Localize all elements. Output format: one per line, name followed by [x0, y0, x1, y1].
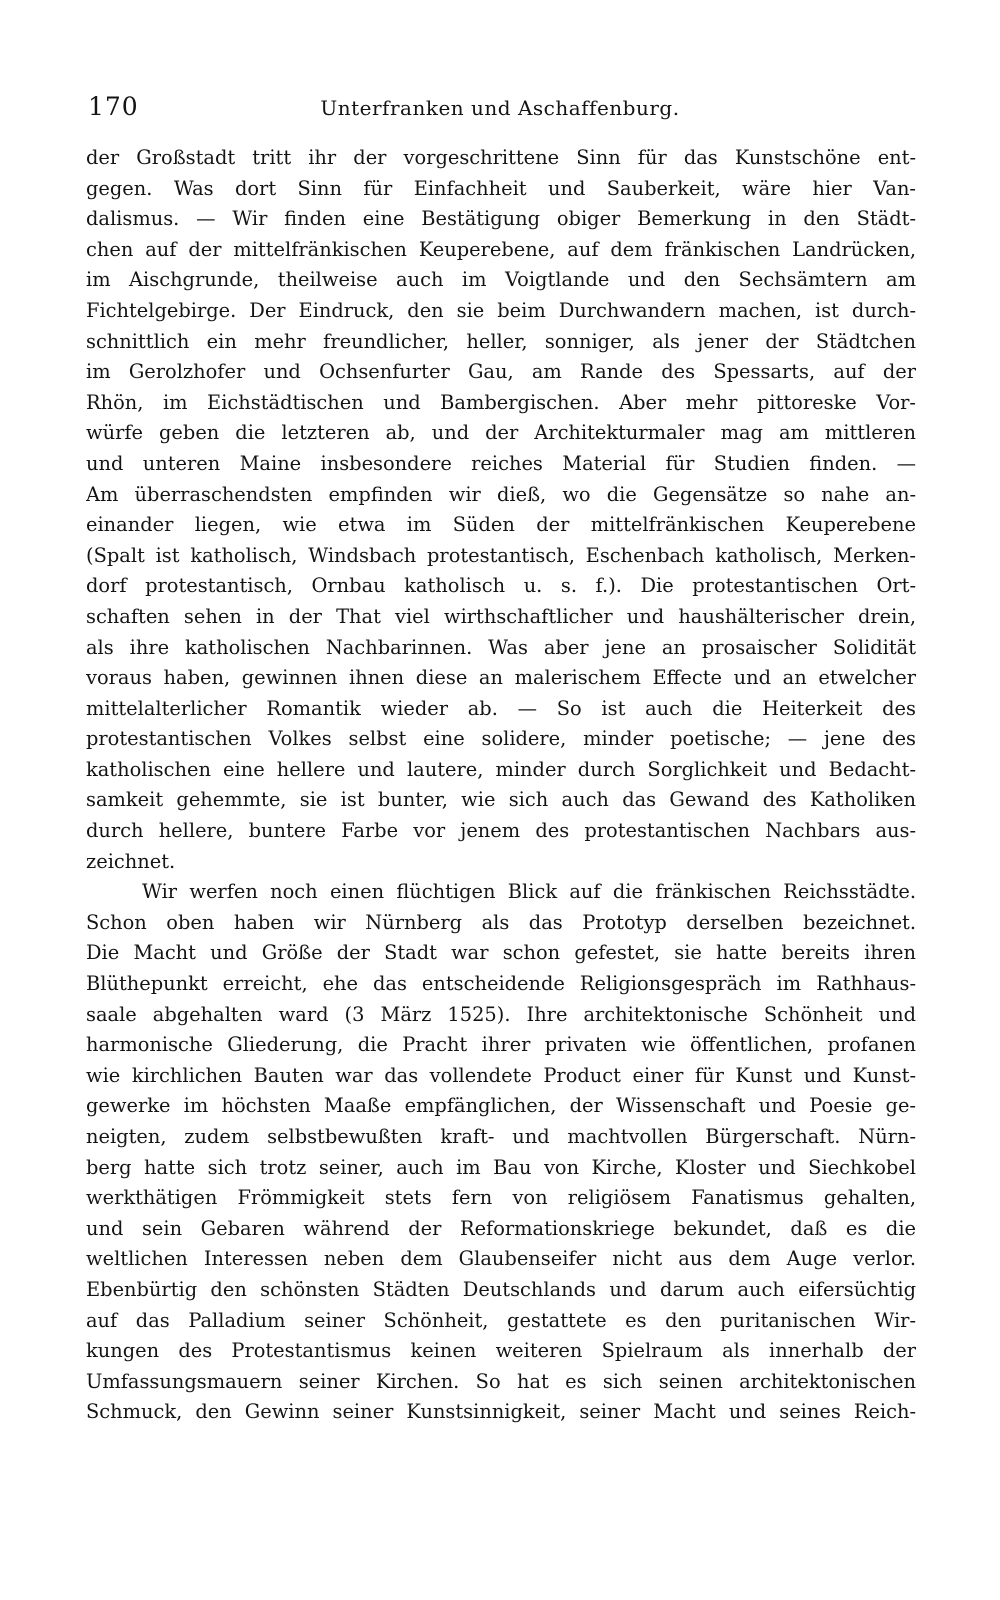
text-line: kungen des Protestantismus keinen weiteren Spielraum als innerhalb der: [86, 1339, 916, 1363]
text-line: voraus haben, gewinnen ihnen diese an malerischem Effecte und an etwelcher: [86, 666, 916, 690]
text-line: chen auf der mittelfränkischen Keuperebene, auf dem fränkischen Landrücken,: [86, 237, 916, 261]
text-line: dorf protestantisch, Ornbau katholisch u. s. f.). Die protestantischen Ort-: [86, 574, 916, 598]
text-line: Ebenbürtig den schönsten Städten Deutschlands und darum auch eifersüchtig: [86, 1277, 916, 1301]
text-line: würfe geben die letzteren ab, und der Architekturmaler mag am mittleren: [86, 421, 916, 445]
text-line: harmonische Gliederung, die Pracht ihrer privaten wie öffentlichen, profanen: [86, 1033, 916, 1057]
text-line: Schmuck, den Gewinn seiner Kunstsinnigkeit, seiner Macht und seines Reich-: [86, 1400, 916, 1424]
text-line: wie kirchlichen Bauten war das vollendete Product einer für Kunst und Kunst-: [86, 1063, 916, 1087]
text-line: katholischen eine hellere und lautere, minder durch Sorglichkeit und Bedacht-: [86, 757, 916, 781]
text-line: und sein Gebaren während der Reformationskriege bekundet, daß es die: [86, 1216, 916, 1240]
text-line: weltlichen Interessen neben dem Glaubenseifer nicht aus dem Auge verlor.: [86, 1247, 916, 1271]
text-line: im Gerolzhofer und Ochsenfurter Gau, am Rande des Spessarts, auf der: [86, 360, 916, 384]
text-line: saale abgehalten ward (3 März 1525). Ihre architektonische Schönheit und: [86, 1002, 916, 1026]
text-line: gegen. Was dort Sinn für Einfachheit und Sauberkeit, wäre hier Van-: [86, 176, 916, 200]
text-line: im Aischgrunde, theilweise auch im Voigtlande und den Sechsämtern am: [86, 268, 916, 292]
text-line: zeichnet.: [86, 849, 176, 873]
text-line: gewerke im höchsten Maaße empfänglichen, der Wissenschaft und Poesie ge-: [86, 1094, 916, 1118]
text-line: Rhön, im Eichstädtischen und Bambergischen. Aber mehr pittoreske Vor-: [86, 390, 916, 414]
text-line: berg hatte sich trotz seiner, auch im Bau von Kirche, Kloster und Siechkobel: [86, 1155, 916, 1179]
text-line: werkthätigen Frömmigkeit stets fern von religiösem Fanatismus gehalten,: [86, 1186, 916, 1210]
text-line: als ihre katholischen Nachbarinnen. Was aber jene an prosaischer Solidität: [86, 635, 916, 659]
body-text: [86, 143, 916, 1428]
text-line: und unteren Maine insbesondere reiches Material für Studien finden. —: [86, 451, 916, 475]
running-head: [88, 92, 912, 126]
text-line: Die Macht und Größe der Stadt war schon gefestet, sie hatte bereits ihren: [86, 941, 916, 965]
text-line: Blüthepunkt erreicht, ehe das entscheidende Religionsgespräch im Rathhaus-: [86, 972, 916, 996]
text-line: samkeit gehemmte, sie ist bunter, wie sich auch das Gewand des Katholiken: [86, 788, 916, 812]
text-line: Am überraschendsten empfinden wir dieß, wo die Gegensätze so nahe an-: [86, 482, 916, 506]
text-line: protestantischen Volkes selbst eine solidere, minder poetische; — jene des: [86, 727, 916, 751]
running-title: Unterfranken und Aschaffenburg.: [320, 96, 680, 120]
text-line: auf das Palladium seiner Schönheit, gestattete es den puritanischen Wir-: [86, 1308, 916, 1332]
text-line: Wir werfen noch einen flüchtigen Blick auf die fränkischen Reichsstädte.: [142, 880, 916, 904]
text-line: schaften sehen in der That viel wirthschaftlicher und haushälterischer drein,: [86, 604, 916, 628]
text-line: der Großstadt tritt ihr der vorgeschrittene Sinn für das Kunstschöne ent-: [86, 146, 916, 169]
text-line: schnittlich ein mehr freundlicher, heller, sonniger, als jener der Städtchen: [86, 329, 916, 353]
text-line: (Spalt ist katholisch, Windsbach protestantisch, Eschenbach katholisch, Merken-: [86, 543, 916, 567]
text-line: mittelalterlicher Romantik wieder ab. — So ist auch die Heiterkeit des: [86, 696, 916, 720]
text-line: dalismus. — Wir finden eine Bestätigung obiger Bemerkung in den Städt-: [86, 207, 916, 231]
text-line: Schon oben haben wir Nürnberg als das Prototyp derselben bezeichnet.: [86, 910, 916, 934]
text-line: neigten, zudem selbstbewußten kraft- und machtvollen Bürgerschaft. Nürn-: [86, 1125, 916, 1148]
text-line: Umfassungsmauern seiner Kirchen. So hat es sich seinen architektonischen: [86, 1369, 916, 1393]
text-line: durch hellere, buntere Farbe vor jenem des protestantischen Nachbars aus-: [86, 819, 916, 843]
text-line: einander liegen, wie etwa im Süden der mittelfränkischen Keuperebene: [86, 513, 916, 537]
text-line: Fichtelgebirge. Der Eindruck, den sie beim Durchwandern machen, ist durch-: [86, 298, 916, 322]
page-number: 170: [88, 92, 139, 121]
